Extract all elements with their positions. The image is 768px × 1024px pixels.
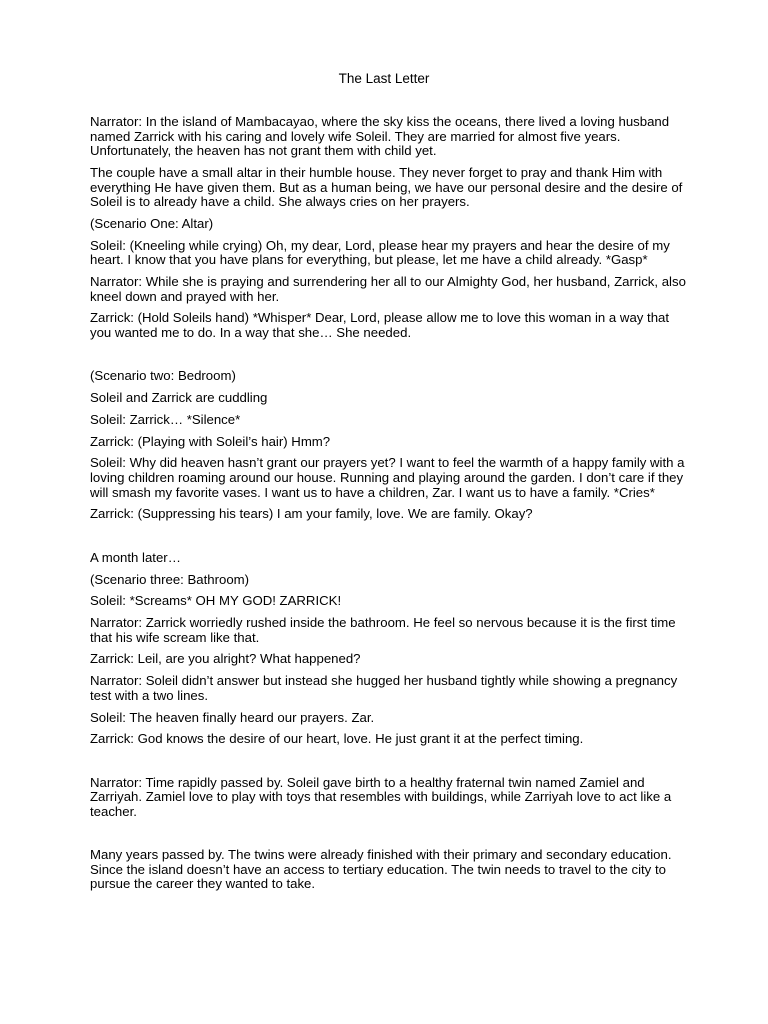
paragraph: Narrator: Zarrick worriedly rushed inside the bathroom. He feel so nervous because it is the first time that his wife scream like that.	[90, 615, 676, 645]
scene-heading: (Scenario two: Bedroom)	[90, 368, 236, 384]
document-title: The Last Letter	[338, 71, 430, 86]
paragraph: Zarrick: (Suppressing his tears) I am your family, love. We are family. Okay?	[90, 506, 533, 522]
paragraph: Zarrick: (Playing with Soleil’s hair) Hmm?	[90, 433, 331, 449]
paragraph: Zarrick: God knows the desire of our heart, love. He just grant it at the perfect timing.	[90, 731, 584, 747]
paragraph: Narrator: In the island of Mambacayao, where the sky kiss the oceans, there lived a loving husband named Zarrick with his caring and lovely wife Soleil. They are married for almost five years. Unfortunately, the heaven has not grant them with child yet.	[90, 114, 670, 159]
section-spacer	[90, 529, 688, 551]
paragraph: Narrator: While she is praying and surrendering her all to our Almighty God, her husband, Zarrick, also kneel down and prayed with her.	[90, 274, 686, 304]
paragraph: The couple have a small altar in their humble house. They never forget to pray and thank Him with everything He have given them. But as a human being, we have our personal desire and the desire of Soleil is to already have a child. She always cries on her prayers.	[90, 164, 683, 210]
paragraph: Zarrick: Leil, are you alright? What happened?	[90, 651, 361, 667]
scene-heading: (Scenario One: Altar)	[90, 215, 214, 231]
section-spacer	[90, 348, 688, 370]
paragraph: Narrator: Time rapidly passed by. Soleil gave birth to a healthy fraternal twin named Zamiel and Zarriyah. Zamiel love to play with toys that resembles with buildings, while Zarriyah love to act like a teacher.	[90, 774, 672, 819]
paragraph: Soleil: Why did heaven hasn’t grant our prayers yet? I want to feel the warmth of a happy family with a loving children roaming around our house. Running and playing around the garden. I don’t care if they will smash my favorite vases. I want us to have a children, Zar. I want us to have a family. *Cries*	[90, 455, 685, 500]
paragraph: Soleil: *Screams* OH MY GOD! ZARRICK!	[90, 593, 342, 609]
section-spacer	[90, 754, 688, 776]
paragraph: Soleil: (Kneeling while crying) Oh, my dear, Lord, please hear my prayers and hear the desire of my heart. I know that you have plans for everything, but please, let me have a child already. *Gasp*	[90, 237, 670, 268]
paragraph: Many years passed by. The twins were already finished with their primary and secondary education. Since the island doesn’t have an access to tertiary education. The twin needs to travel to the city to pursue the career they wanted to take.	[90, 847, 672, 892]
paragraph: Soleil: Zarrick… *Silence*	[90, 411, 241, 427]
section-spacer	[90, 827, 688, 849]
paragraph: Narrator: Soleil didn’t answer but instead she hugged her husband tightly while showing a pregnancy test with a two lines.	[90, 673, 678, 703]
paragraph: Soleil: The heaven finally heard our prayers. Zar.	[90, 709, 375, 725]
document-body	[90, 115, 688, 899]
paragraph: Zarrick: (Hold Soleils hand) *Whisper* Dear, Lord, please allow me to love this woman in a way that you wanted me to do. In a way that she… She needed.	[90, 310, 670, 341]
paragraph: Soleil and Zarrick are cuddling	[90, 390, 268, 406]
scene-heading: (Scenario three: Bathroom)	[90, 571, 250, 587]
paragraph: A month later…	[90, 549, 181, 565]
